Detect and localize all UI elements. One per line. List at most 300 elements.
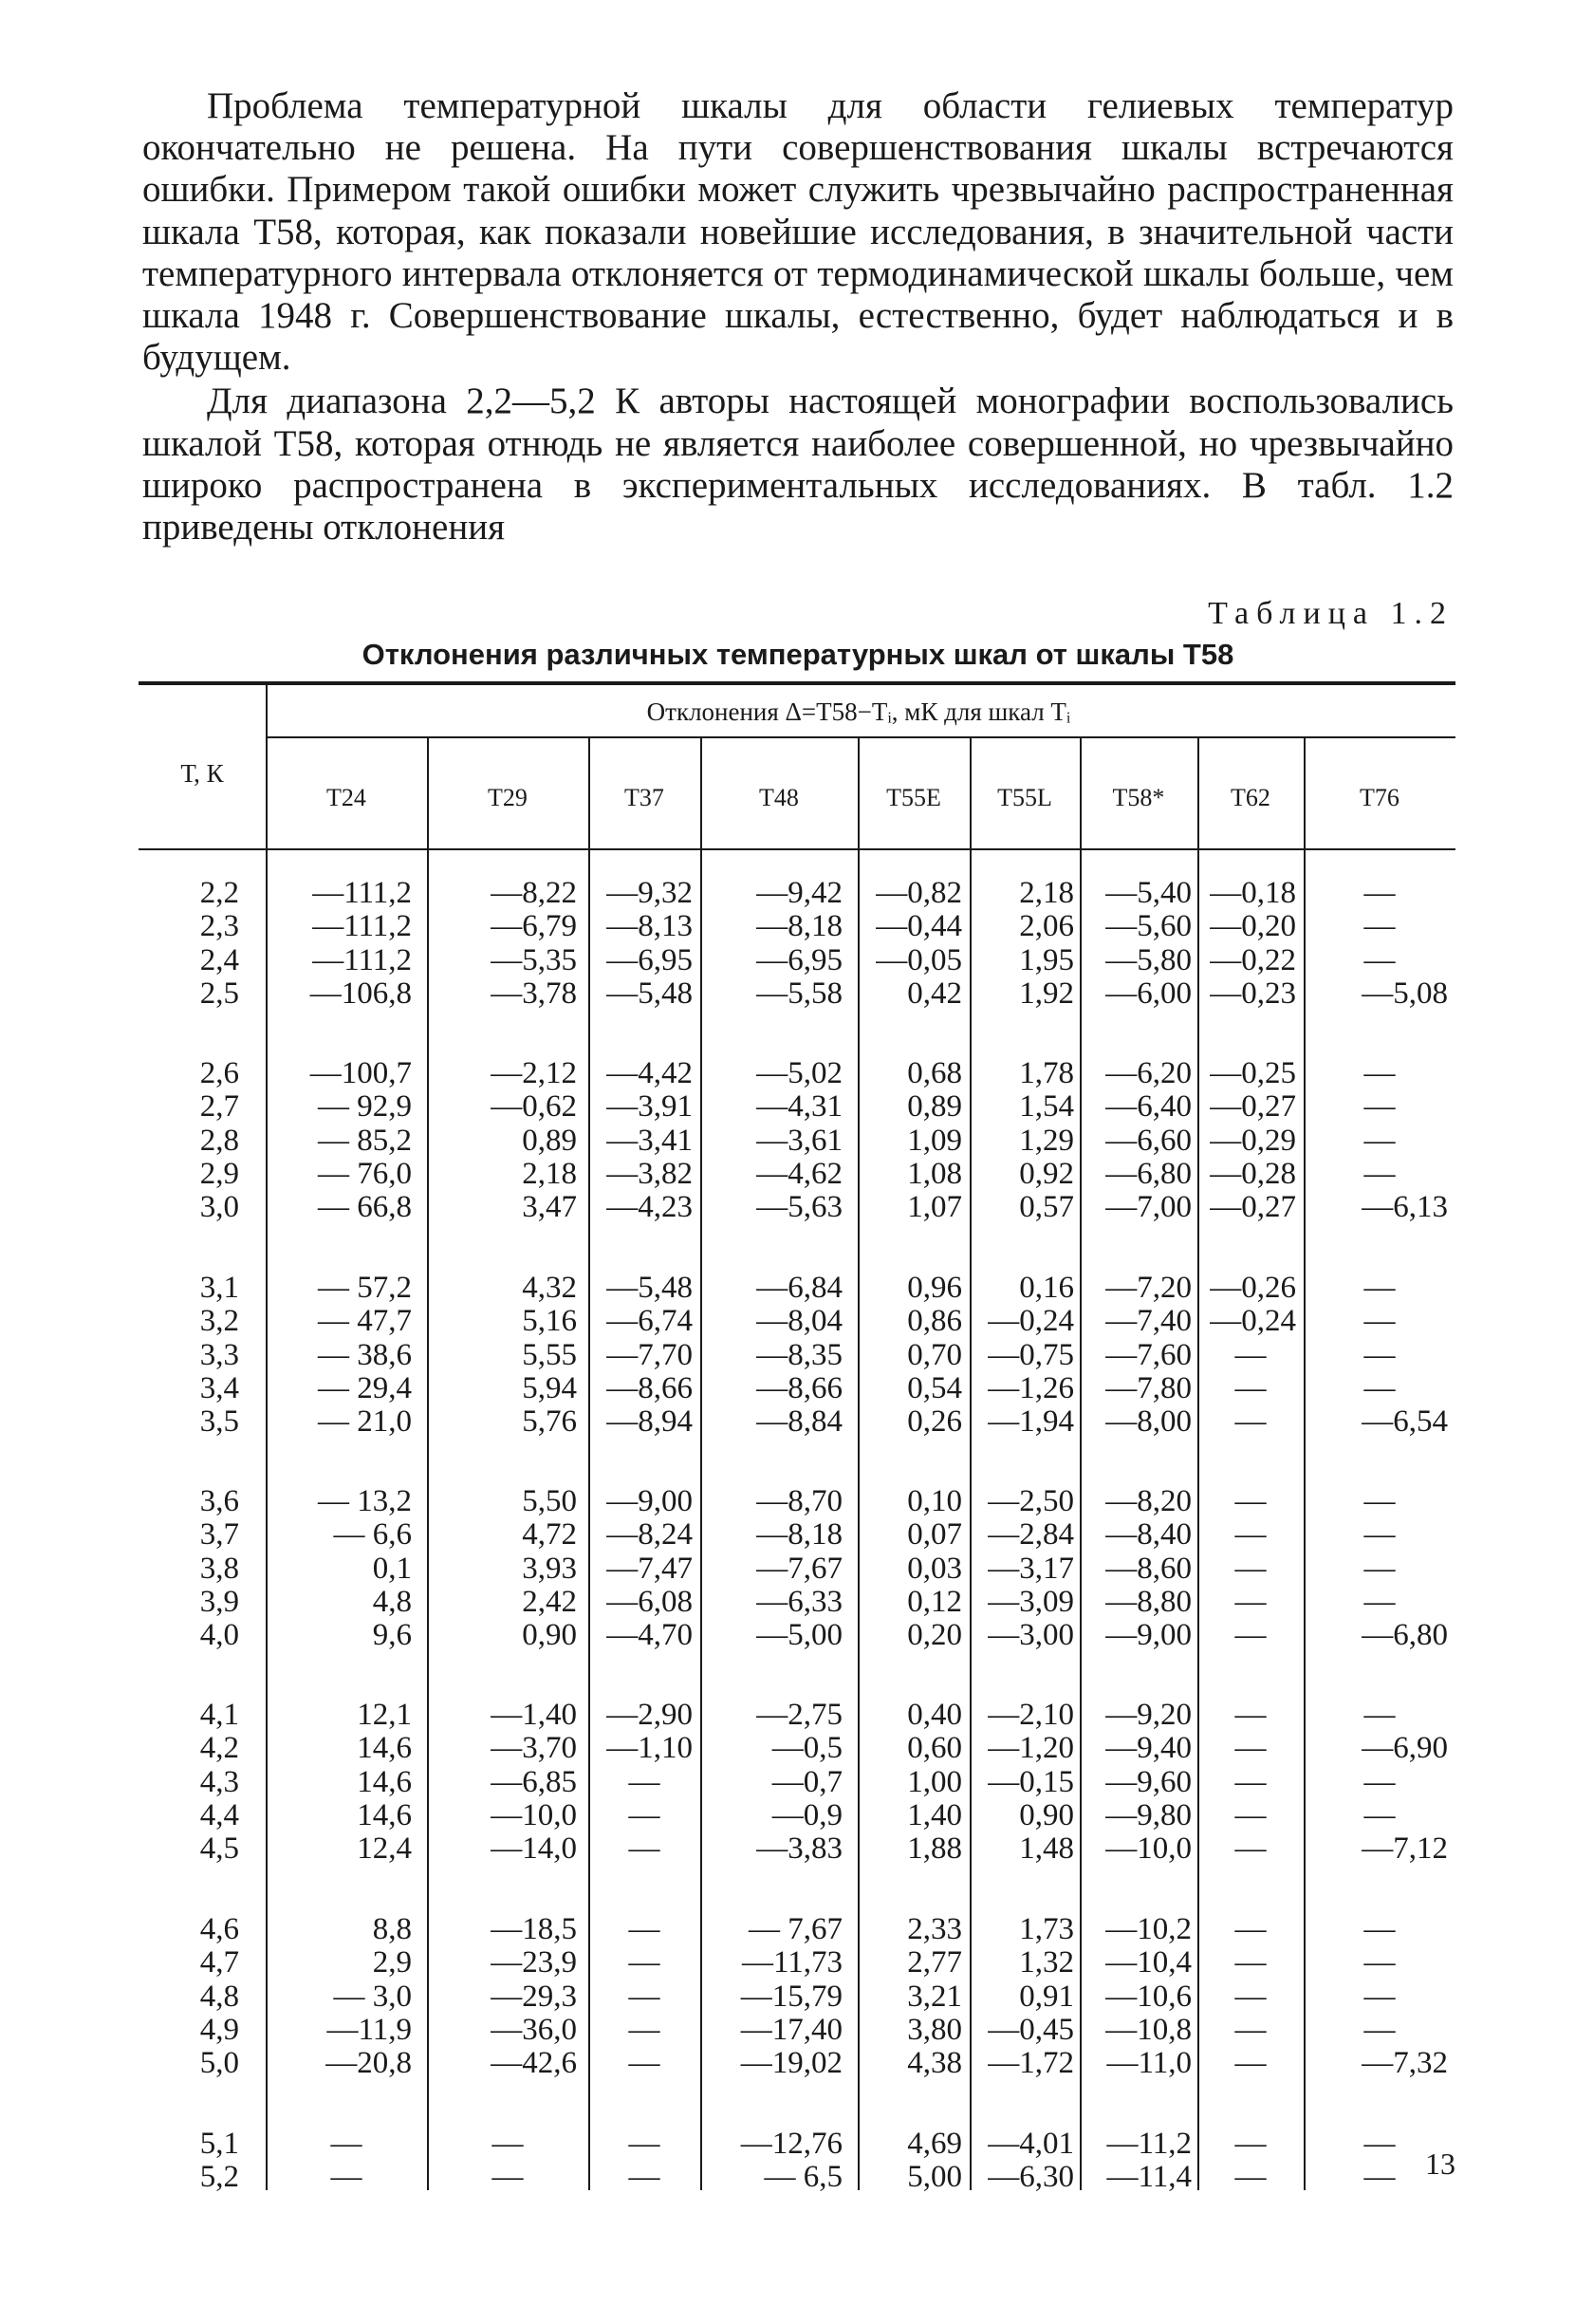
- deviation-cell: —6,84: [756, 1271, 843, 1305]
- deviation-cell: 4,69: [907, 2127, 962, 2161]
- table-row: [142, 1586, 1454, 1619]
- deviation-cell: 9,6: [372, 1618, 412, 1653]
- deviation-cell: 3,80: [907, 2012, 962, 2047]
- paragraph-2: Для диапазона 2,2—5,2 К авторы настоящей монографии воспользовались шкалой Т58, которая отнюдь не является наиболее совершенной, но чрезвычайно широко распространена в экспериментальных исследованиях. В табл. 1.2 приведены отклонения: [142, 381, 1454, 548]
- table-row: [142, 1518, 1454, 1552]
- temperature-cell: 4,3: [199, 1764, 239, 1799]
- deviation-cell: 0,90: [522, 1618, 577, 1653]
- deviation-cell: —: [1363, 2127, 1396, 2161]
- deviation-cell: —3,09: [988, 1584, 1074, 1619]
- deviation-cell: —23,9: [491, 1945, 577, 1980]
- deviation-cell: —36,0: [491, 2012, 577, 2047]
- table-row: [142, 1766, 1454, 1799]
- deviation-cell: —: [1234, 1797, 1267, 1832]
- deviation-cell: —11,2: [1106, 2127, 1192, 2161]
- deviation-cell: 0,70: [907, 1337, 962, 1372]
- deviation-cell: —8,94: [606, 1404, 693, 1440]
- deviation-cell: —14,0: [491, 1831, 577, 1867]
- deviation-cell: —: [1363, 1370, 1396, 1405]
- page-number: 13: [1425, 2147, 1455, 2181]
- deviation-cell: —7,80: [1105, 1370, 1192, 1405]
- temperature-cell: 2,8: [199, 1123, 239, 1158]
- deviation-cell: — 38,6: [318, 1337, 412, 1372]
- deviation-cell: —6,13: [1362, 1190, 1448, 1225]
- deviation-cell: —0,23: [1210, 976, 1296, 1011]
- deviation-cell: —3,82: [606, 1156, 693, 1191]
- deviation-cell: —: [1234, 1731, 1267, 1766]
- group-header-rule: [266, 736, 1455, 738]
- deviation-cell: —0,7: [771, 1764, 843, 1799]
- deviation-cell: —0,28: [1210, 1156, 1296, 1191]
- deviation-cell: —8,60: [1105, 1551, 1192, 1586]
- deviation-cell: —3,70: [491, 1731, 577, 1766]
- deviation-cell: —42,6: [491, 2046, 577, 2081]
- temperature-cell: 5,2: [199, 2160, 239, 2195]
- deviation-cell: —: [491, 2127, 524, 2161]
- deviation-cell: — 6,5: [764, 2160, 843, 2195]
- deviation-cell: —: [1363, 1584, 1396, 1619]
- deviation-cell: —6,33: [756, 1584, 843, 1619]
- deviation-cell: 5,16: [522, 1304, 577, 1339]
- temperature-cell: 2,6: [199, 1056, 239, 1090]
- temperature-cell: 4,5: [199, 1831, 239, 1867]
- deviation-cell: —4,62: [756, 1156, 843, 1191]
- deviation-cell: —: [628, 1764, 660, 1799]
- deviation-cell: —: [1234, 1517, 1267, 1552]
- deviation-cell: —3,61: [756, 1123, 843, 1158]
- temperature-cell: 3,0: [199, 1190, 239, 1225]
- deviation-cell: —: [1234, 1551, 1267, 1586]
- deviation-cell: —8,35: [756, 1337, 843, 1372]
- table-row: [142, 1158, 1454, 1191]
- deviation-cell: —0,5: [771, 1731, 843, 1766]
- table-row: [142, 1799, 1454, 1832]
- deviation-cell: —: [1363, 2160, 1396, 2195]
- deviation-cell: —8,40: [1105, 1517, 1192, 1552]
- temperature-cell: 3,4: [199, 1370, 239, 1405]
- deviation-cell: —7,12: [1362, 1831, 1448, 1867]
- deviation-cell: 1,88: [907, 1831, 962, 1867]
- deviation-cell: 1,00: [907, 1764, 962, 1799]
- column-header: Т29: [488, 784, 528, 811]
- deviation-cell: —0,9: [771, 1797, 843, 1832]
- deviation-cell: — 57,2: [318, 1271, 412, 1305]
- column-header: Т55Е: [886, 784, 941, 811]
- table-row: [142, 2014, 1454, 2047]
- deviation-cell: — 66,8: [318, 1190, 412, 1225]
- table-title: Отклонения различных температурных шкал от шкалы Т58: [361, 638, 1234, 671]
- deviation-cell: —: [1363, 1912, 1396, 1946]
- deviation-cell: 2,18: [522, 1156, 577, 1191]
- temperature-cell: 2,4: [199, 942, 239, 977]
- deviation-cell: 0,20: [907, 1618, 962, 1653]
- body-text: [142, 85, 1454, 548]
- deviation-cell: —7,70: [606, 1337, 693, 1372]
- deviation-cell: —2,50: [988, 1484, 1074, 1518]
- table-row: [142, 1272, 1454, 1305]
- table-row: [142, 1405, 1454, 1439]
- deviation-cell: —0,18: [1210, 876, 1296, 910]
- deviation-cell: —3,00: [988, 1618, 1074, 1653]
- table-row: [142, 1552, 1454, 1586]
- deviation-cell: —7,60: [1105, 1337, 1192, 1372]
- deviation-cell: —10,6: [1105, 1979, 1192, 2014]
- table-label: Таблица 1.2: [1208, 596, 1454, 631]
- deviation-cell: — 3,0: [333, 1979, 412, 2014]
- deviation-cell: —8,80: [1105, 1584, 1192, 1619]
- deviation-cell: —1,72: [988, 2046, 1074, 2081]
- temperature-cell: 2,3: [199, 909, 239, 944]
- deviation-cell: —11,0: [1106, 2046, 1192, 2081]
- deviation-cell: —9,32: [606, 876, 693, 910]
- deviation-cell: —: [1363, 1156, 1396, 1191]
- temperature-cell: 5,0: [199, 2046, 239, 2081]
- table-row: [142, 977, 1454, 1011]
- deviation-cell: —: [628, 1831, 660, 1867]
- deviation-cell: 1,32: [1019, 1945, 1074, 1980]
- deviation-cell: —7,40: [1105, 1304, 1192, 1339]
- column-header: Т62: [1231, 784, 1270, 811]
- deviation-cell: 2,42: [522, 1584, 577, 1619]
- table-row: [142, 2047, 1454, 2080]
- deviation-cell: 0,92: [1019, 1156, 1074, 1191]
- temperature-cell: 4,0: [199, 1618, 239, 1653]
- deviation-cell: —6,40: [1105, 1089, 1192, 1125]
- deviation-cell: —: [628, 1979, 660, 2014]
- deviation-cell: 4,38: [907, 2046, 962, 2081]
- deviation-cell: —3,91: [606, 1089, 693, 1125]
- deviation-cell: —10,8: [1105, 2012, 1192, 2047]
- deviation-cell: —: [1363, 1484, 1396, 1518]
- deviation-cell: —6,79: [491, 909, 577, 944]
- deviation-cell: —2,12: [491, 1056, 577, 1090]
- deviation-cell: —9,40: [1105, 1731, 1192, 1766]
- deviation-cell: 1,48: [1019, 1831, 1074, 1867]
- deviation-cell: —: [1363, 1089, 1396, 1125]
- deviation-cell: —: [1363, 1551, 1396, 1586]
- deviation-cell: 14,6: [357, 1731, 412, 1766]
- deviation-cell: —: [628, 1912, 660, 1946]
- deviation-cell: —2,84: [988, 1517, 1074, 1552]
- deviation-cell: —: [1234, 1584, 1267, 1619]
- deviation-cell: —0,15: [988, 1764, 1074, 1799]
- deviation-cell: —12,76: [740, 2127, 843, 2161]
- deviation-cell: —: [491, 2160, 524, 2195]
- deviation-cell: —1,10: [606, 1731, 693, 1766]
- deviation-cell: 2,77: [907, 1945, 962, 1980]
- table-row: [142, 1191, 1454, 1224]
- deviation-cell: —: [1363, 1945, 1396, 1980]
- temperature-cell: 2,7: [199, 1089, 239, 1125]
- deviation-cell: 1,08: [907, 1156, 962, 1191]
- table-row: [142, 877, 1454, 910]
- deviation-cell: 3,93: [522, 1551, 577, 1586]
- deviation-cell: —111,2: [312, 876, 412, 910]
- deviation-cell: —10,2: [1105, 1912, 1192, 1946]
- deviation-cell: —: [628, 1797, 660, 1832]
- table-row: [142, 1913, 1454, 1946]
- deviation-cell: —1,26: [988, 1370, 1074, 1405]
- deviation-cell: 4,8: [372, 1584, 412, 1619]
- table-row: [142, 1732, 1454, 1765]
- deviation-cell: —: [1234, 1618, 1267, 1653]
- deviation-cell: 1,54: [1019, 1089, 1074, 1125]
- deviation-cell: —6,90: [1362, 1731, 1448, 1766]
- deviation-cell: —: [1363, 1764, 1396, 1799]
- deviation-cell: —: [1234, 1831, 1267, 1867]
- deviation-cell: —5,63: [756, 1190, 843, 1225]
- deviation-cell: —: [628, 2046, 660, 2081]
- deviation-cell: — 13,2: [318, 1484, 412, 1518]
- deviation-cell: 2,9: [372, 1945, 412, 1980]
- deviation-cell: —: [1234, 1404, 1267, 1440]
- table-row: [142, 1485, 1454, 1518]
- deviation-cell: —29,3: [491, 1979, 577, 2014]
- deviation-cell: 5,94: [522, 1370, 577, 1405]
- deviation-cell: —19,02: [740, 2046, 843, 2081]
- deviation-cell: —6,74: [606, 1304, 693, 1339]
- temperature-cell: 4,4: [199, 1797, 239, 1832]
- deviation-cell: 12,4: [357, 1831, 412, 1867]
- deviation-cell: —8,66: [756, 1370, 843, 1405]
- deviation-cell: —9,00: [606, 1484, 693, 1518]
- table-row: [142, 1372, 1454, 1405]
- deviation-group-header: Отклонения Δ=Т58−Tᵢ, мК для шкал Tᵢ: [646, 697, 1071, 726]
- deviation-cell: 0,26: [907, 1404, 962, 1440]
- deviation-cell: 4,72: [522, 1517, 577, 1552]
- deviation-cell: —: [1363, 942, 1396, 977]
- deviation-cell: —: [1363, 909, 1396, 944]
- deviation-cell: 0,12: [907, 1584, 962, 1619]
- deviation-cell: —0,45: [988, 2012, 1074, 2047]
- deviation-cell: —8,24: [606, 1517, 693, 1552]
- deviation-cell: —5,35: [491, 942, 577, 977]
- deviation-cell: — 47,7: [318, 1304, 412, 1339]
- deviation-cell: —5,80: [1105, 942, 1192, 977]
- deviation-cell: 0,40: [907, 1698, 962, 1732]
- deviation-cell: —8,66: [606, 1370, 693, 1405]
- table-row: [142, 2161, 1454, 2194]
- deviation-cell: —11,73: [741, 1945, 843, 1980]
- table-row: [142, 1057, 1454, 1090]
- table-row: [142, 1125, 1454, 1158]
- table-row: [142, 1699, 1454, 1732]
- deviation-cell: —9,00: [1105, 1618, 1192, 1653]
- deviation-cell: —: [1363, 1337, 1396, 1372]
- deviation-cell: —4,70: [606, 1618, 693, 1653]
- paragraph-1: Проблема температурной шкалы для области гелиевых температур окончательно не решена. На пути совершенствования шкалы встречаются ошибки. Примером такой ошибки может служить чрезвычайно распространенная шкала Т58, которая, как показали новейшие исследования, в значительной части температурного интервала отклоняется от термодинамической шкалы больше, чем шкала 1948 г. Совершенствование шкалы, естественно, будет наблюдаться и в будущем.: [142, 85, 1454, 379]
- deviation-cell: —6,80: [1105, 1156, 1192, 1191]
- deviation-cell: —10,0: [1105, 1831, 1192, 1867]
- deviation-cell: —106,8: [309, 976, 412, 1011]
- deviation-cell: 8,8: [372, 1912, 412, 1946]
- deviation-cell: —0,22: [1210, 942, 1296, 977]
- deviation-cell: — 85,2: [318, 1123, 412, 1158]
- deviation-cell: —: [1363, 1123, 1396, 1158]
- deviation-cell: —9,20: [1105, 1698, 1192, 1732]
- deviation-cell: 14,6: [357, 1764, 412, 1799]
- deviation-cell: —2,90: [606, 1698, 693, 1732]
- deviation-cell: —2,10: [988, 1698, 1074, 1732]
- deviation-cell: —7,20: [1105, 1271, 1192, 1305]
- temperature-header: Т, К: [180, 759, 224, 788]
- deviation-cell: —9,80: [1105, 1797, 1192, 1832]
- deviation-cell: —0,82: [876, 876, 962, 910]
- deviation-cell: 0,54: [907, 1370, 962, 1405]
- deviation-cell: 1,78: [1019, 1056, 1074, 1090]
- deviation-cell: —6,95: [756, 942, 843, 977]
- temperature-cell: 3,7: [199, 1517, 239, 1552]
- temperature-cell: 3,2: [199, 1304, 239, 1339]
- deviation-cell: —: [330, 2160, 362, 2195]
- deviation-cell: —8,70: [756, 1484, 843, 1518]
- deviation-cell: —8,22: [491, 876, 577, 910]
- deviation-cell: —: [1363, 876, 1396, 910]
- table-row: [142, 1090, 1454, 1124]
- deviation-cell: —: [1234, 2012, 1267, 2047]
- deviation-cell: —5,08: [1362, 976, 1448, 1011]
- deviation-cell: —8,13: [606, 909, 693, 944]
- deviation-cell: —: [1234, 1484, 1267, 1518]
- deviation-cell: 4,32: [522, 1271, 577, 1305]
- deviation-cell: —3,83: [756, 1831, 843, 1867]
- deviation-cell: —2,75: [756, 1698, 843, 1732]
- deviation-cell: —: [1234, 1370, 1267, 1405]
- deviation-cell: 1,07: [907, 1190, 962, 1225]
- deviation-cell: —10,0: [491, 1797, 577, 1832]
- column-header: Т37: [624, 784, 664, 811]
- deviation-cell: —8,18: [756, 909, 843, 944]
- deviation-cell: —11,9: [326, 2012, 412, 2047]
- deviation-cell: —: [1234, 1764, 1267, 1799]
- deviation-cell: —: [1234, 2046, 1267, 2081]
- deviation-cell: 12,1: [357, 1698, 412, 1732]
- temperature-cell: 4,1: [199, 1698, 239, 1732]
- deviation-cell: —9,42: [756, 876, 843, 910]
- deviation-cell: —6,85: [491, 1764, 577, 1799]
- deviation-cell: —7,00: [1105, 1190, 1192, 1225]
- deviation-cell: —4,23: [606, 1190, 693, 1225]
- deviation-cell: — 7,67: [749, 1912, 843, 1946]
- deviation-cell: —18,5: [491, 1912, 577, 1946]
- deviation-cell: —1,94: [988, 1404, 1074, 1440]
- table-row: [142, 1619, 1454, 1652]
- deviation-cell: —0,25: [1210, 1056, 1296, 1090]
- deviation-cell: —7,67: [756, 1551, 843, 1586]
- deviation-cell: —: [1234, 2127, 1267, 2161]
- table-row: [142, 944, 1454, 977]
- deviation-cell: 5,00: [907, 2160, 962, 2195]
- deviation-cell: —8,00: [1105, 1404, 1192, 1440]
- deviation-cell: 3,47: [522, 1190, 577, 1225]
- deviation-cell: 5,55: [522, 1337, 577, 1372]
- deviation-cell: —1,40: [491, 1698, 577, 1732]
- deviation-cell: 5,50: [522, 1484, 577, 1518]
- deviation-cell: 0,96: [907, 1271, 962, 1305]
- deviation-cell: —6,60: [1105, 1123, 1192, 1158]
- deviation-cell: —3,17: [988, 1551, 1074, 1586]
- deviation-cell: —8,84: [756, 1404, 843, 1440]
- temperature-cell: 2,2: [199, 876, 239, 910]
- deviation-cell: 14,6: [357, 1797, 412, 1832]
- deviation-cell: 0,60: [907, 1731, 962, 1766]
- temperature-cell: 4,8: [199, 1979, 239, 2014]
- deviation-cell: —8,20: [1105, 1484, 1192, 1518]
- deviation-cell: —0,44: [876, 909, 962, 944]
- deviation-cell: —5,60: [1105, 909, 1192, 944]
- deviation-cell: —: [1363, 1517, 1396, 1552]
- deviation-cell: 2,33: [907, 1912, 962, 1946]
- column-header: Т24: [326, 784, 366, 811]
- deviation-cell: —4,01: [988, 2127, 1074, 2161]
- deviation-cell: —17,40: [740, 2012, 843, 2047]
- deviation-cell: —: [1234, 1945, 1267, 1980]
- temperature-cell: 2,9: [199, 1156, 239, 1191]
- deviation-cell: 0,89: [907, 1089, 962, 1125]
- deviation-cell: — 92,9: [318, 1089, 412, 1125]
- deviation-cell: —: [628, 1945, 660, 1980]
- temperature-cell: 4,7: [199, 1945, 239, 1980]
- deviation-cell: —: [1234, 2160, 1267, 2195]
- deviation-cell: —: [1363, 1698, 1396, 1732]
- deviation-cell: —0,27: [1210, 1089, 1296, 1125]
- deviation-cell: 0,57: [1019, 1190, 1074, 1225]
- deviation-cell: —5,58: [756, 976, 843, 1011]
- temperature-cell: 3,6: [199, 1484, 239, 1518]
- deviation-cell: —5,48: [606, 976, 693, 1011]
- deviation-cell: —6,54: [1362, 1404, 1448, 1440]
- deviation-cell: —: [1234, 1912, 1267, 1946]
- deviation-cell: —0,24: [988, 1304, 1074, 1339]
- deviation-cell: 0,68: [907, 1056, 962, 1090]
- deviation-cell: 1,09: [907, 1123, 962, 1158]
- deviation-cell: —0,05: [876, 942, 962, 977]
- deviation-cell: —: [1363, 2012, 1396, 2047]
- deviation-cell: —5,48: [606, 1271, 693, 1305]
- deviation-cell: —0,27: [1210, 1190, 1296, 1225]
- deviation-cell: —7,47: [606, 1551, 693, 1586]
- table-row: [142, 1832, 1454, 1866]
- deviation-cell: —: [330, 2127, 362, 2161]
- deviation-cell: —: [1363, 1056, 1396, 1090]
- deviation-cell: —6,95: [606, 942, 693, 977]
- deviation-cell: —111,2: [312, 942, 412, 977]
- deviation-cell: —8,04: [756, 1304, 843, 1339]
- deviation-cell: 1,73: [1019, 1912, 1074, 1946]
- deviation-cell: 0,90: [1019, 1797, 1074, 1832]
- table-row: [142, 1305, 1454, 1338]
- deviation-cell: 5,76: [522, 1404, 577, 1440]
- deviation-cell: —: [1234, 1337, 1267, 1372]
- deviation-cell: —6,30: [988, 2160, 1074, 2195]
- table-row: [142, 1980, 1454, 2014]
- deviation-cell: —6,08: [606, 1584, 693, 1619]
- table-row: [142, 910, 1454, 943]
- header-bottom-rule: [139, 848, 1455, 850]
- temperature-cell: 5,1: [199, 2127, 239, 2161]
- deviation-cell: —0,75: [988, 1337, 1074, 1372]
- deviation-cell: —: [628, 2160, 660, 2195]
- deviation-cell: —0,24: [1210, 1304, 1296, 1339]
- deviation-cell: —4,31: [756, 1089, 843, 1125]
- deviation-cell: —8,18: [756, 1517, 843, 1552]
- deviation-cell: —3,41: [606, 1123, 693, 1158]
- table-top-rule: [139, 681, 1455, 685]
- deviation-cell: 0,1: [372, 1551, 412, 1586]
- table-row: [142, 1946, 1454, 1980]
- temperature-cell: 3,8: [199, 1551, 239, 1586]
- table-row: [142, 2128, 1454, 2161]
